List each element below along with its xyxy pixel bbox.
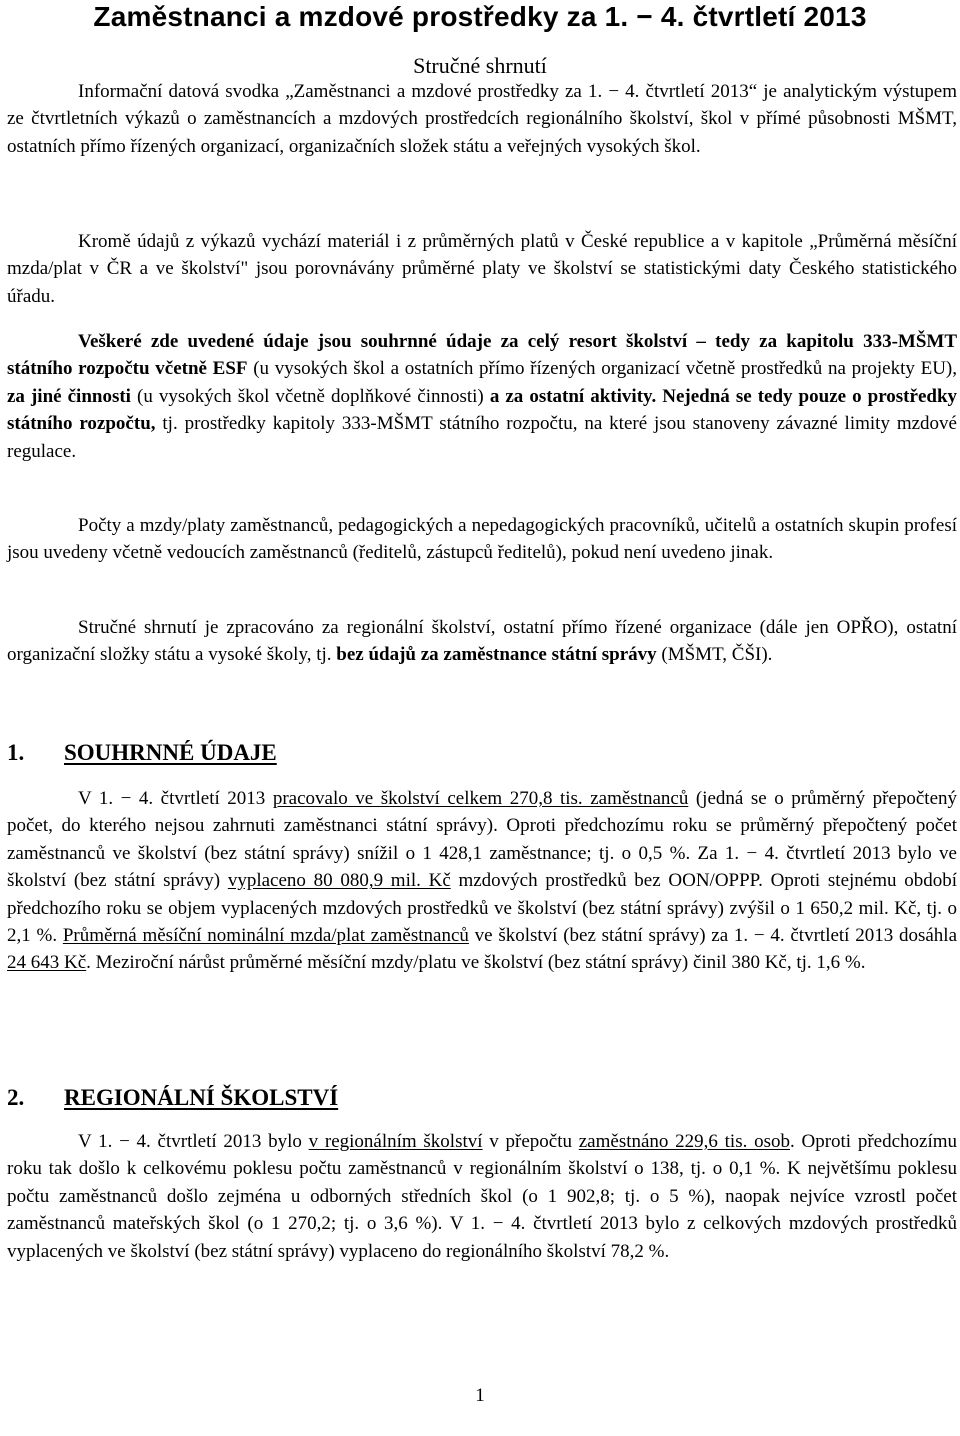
section-1-text-3: mzdových prostředků bez OON/OPPP. Oproti stejnému období předchozího roku se objem vyplacených mzdových prostředků ve školství (bez státní správy) zvýšil o 1 650,2 mil. Kč, tj. o 2,1 %.	[7, 870, 957, 947]
section-2-underline-1: v regionálním školství	[308, 1131, 483, 1152]
section-2-text-1: V 1. − 4. čtvrtletí 2013 bylo	[78, 1131, 309, 1152]
summary-scope-paragraph	[7, 614, 957, 669]
summary-scope-bold: bez údajů za zaměstnance státní správy	[336, 644, 657, 666]
section-1-underline-3: Průměrná měsíční nominální mzda/plat zaměstnanců	[62, 925, 469, 947]
intro-paragraph	[7, 78, 957, 160]
page-number: 1	[475, 1385, 485, 1406]
employees-text: Počty a mzdy/platy zaměstnanců, pedagogických a nepedagogických pracovníků, učitelů a ostatních skupin profesí jsou uvedeny včetně vedoucích zaměstnanců (ředitelů, zástupců ředitelů), pokud není uvedeno jinak.	[7, 515, 957, 564]
section-2-number: 2.	[7, 1085, 25, 1110]
section-1-underline-2: vyplaceno 80 080,9 mil. Kč	[227, 870, 451, 892]
section-1-heading	[7, 738, 957, 768]
summary-scope-text-1: Stručné shrnutí je zpracováno za regionální školství, ostatní přímo řízené organizace (dále jen OPŘO), ostatní organizační složky státu a vysoké školy, tj.	[7, 617, 957, 666]
scope-bold-3: a za ostatní aktivity. Nejedná se tedy pouze o prostředky státního rozpočtu,	[7, 385, 958, 435]
section-2-text-2: v přepočtu	[482, 1131, 579, 1152]
employees-paragraph	[7, 512, 957, 567]
section-2-underline-2: zaměstnáno 229,6 tis. osob	[578, 1131, 790, 1152]
scope-text-3: tj. prostředky kapitoly 333-MŠMT státního rozpočtu, na které jsou stanoveny závazné limity mzdové regulace.	[7, 413, 957, 462]
scope-bold-2: za jiné činnosti	[7, 385, 131, 407]
intro-text: Informační datová svodka „Zaměstnanci a mzdové prostředky za 1. − 4. čtvrtletí 2013“ je analytickým výstupem ze čtvrtletních výkazů o zaměstnancích a mzdových prostředcích regionálního školství, škol v přímé působnosti MŠMT, ostatních přímo řízených organizací, organizačních složek státu a veřejných vysokých škol.	[7, 81, 957, 157]
section-1-number: 1.	[7, 740, 25, 765]
scope-text-2: (u vysokých škol včetně doplňkové činnosti)	[130, 385, 490, 407]
section-1-text-2: (jedná se o průměrný přepočtený počet, do kterého nejsou zahrnuti zaměstnanci státní správy). Oproti předchozímu roku se průměrný přepočtený počet zaměstnanců ve školství (bez státní správy) snížil o 1 428,1 zaměstnance; tj. o 0,5 %. Za 1. − 4. čtvrtletí 2013 bylo ve školství (bez státní správy)	[7, 788, 958, 892]
scope-text-1: (u vysokých škol a ostatních přímo řízených organizací včetně prostředků na projekty EU),	[247, 358, 957, 380]
section-1-paragraph	[7, 785, 957, 977]
document-title: Zaměstnanci a mzdové prostředky za 1. − 4. čtvrtletí 2013	[93, 1, 867, 32]
section-2-title: REGIONÁLNÍ ŠKOLSTVÍ	[64, 1085, 339, 1110]
section-2-text-3: . Oproti předchozímu roku tak došlo k celkovému poklesu počtu zaměstnanců v regionálním školství o 138, tj. o 0,1 %. K největšímu poklesu počtu zaměstnanců došlo zejména u odborných středních škol (o 1 902,8; tj. o 5 %), naopak nejvíce vzrostl počet zaměstnanců mateřských škol (o 1 270,2; tj. o 3,6 %). V 1. − 4. čtvrtletí 2013 bylo z celkových mzdových prostředků vyplacených ve školství (bez státní správy) vyplaceno do regionálního školství 78,2 %.	[7, 1131, 957, 1262]
section-1-underline-1: pracovalo ve školství celkem 270,8 tis. zaměstnanců	[272, 788, 689, 809]
document-subtitle: Stručné shrnutí	[413, 53, 547, 78]
section-1-underline-4: 24 643 Kč	[7, 952, 87, 974]
salary-comparison-text: Kromě údajů z výkazů vychází materiál i z průměrných platů v České republice a v kapitole „Průměrná měsíční mzda/plat v ČR a ve školství" jsou porovnávány průměrné platy ve školství se statistickými daty Českého statistického úřadu.	[7, 231, 957, 307]
section-2-heading	[7, 1083, 957, 1113]
section-1-text-4: ve školství (bez státní správy) za 1. − 4. čtvrtletí 2013 dosáhla	[468, 925, 958, 947]
section-1-text-5: . Meziroční nárůst průměrné měsíční mzdy/platu ve školství (bez státní správy) činil 380 Kč, tj. 1,6 %.	[86, 952, 866, 974]
section-1-text-1: V 1. − 4. čtvrtletí 2013	[78, 788, 273, 809]
scope-paragraph	[7, 328, 957, 465]
section-2-paragraph	[7, 1128, 957, 1265]
summary-scope-text-2: (MŠMT, ČŠI).	[656, 644, 773, 666]
section-1-title: SOUHRNNÉ ÚDAJE	[64, 740, 277, 765]
salary-comparison-paragraph	[7, 228, 957, 310]
scope-bold-1: Veškeré zde uvedené údaje jsou souhrnné údaje za celý resort školství – tedy za kapitolu 333-MŠMT státního rozpočtu včetně ESF	[7, 331, 957, 380]
